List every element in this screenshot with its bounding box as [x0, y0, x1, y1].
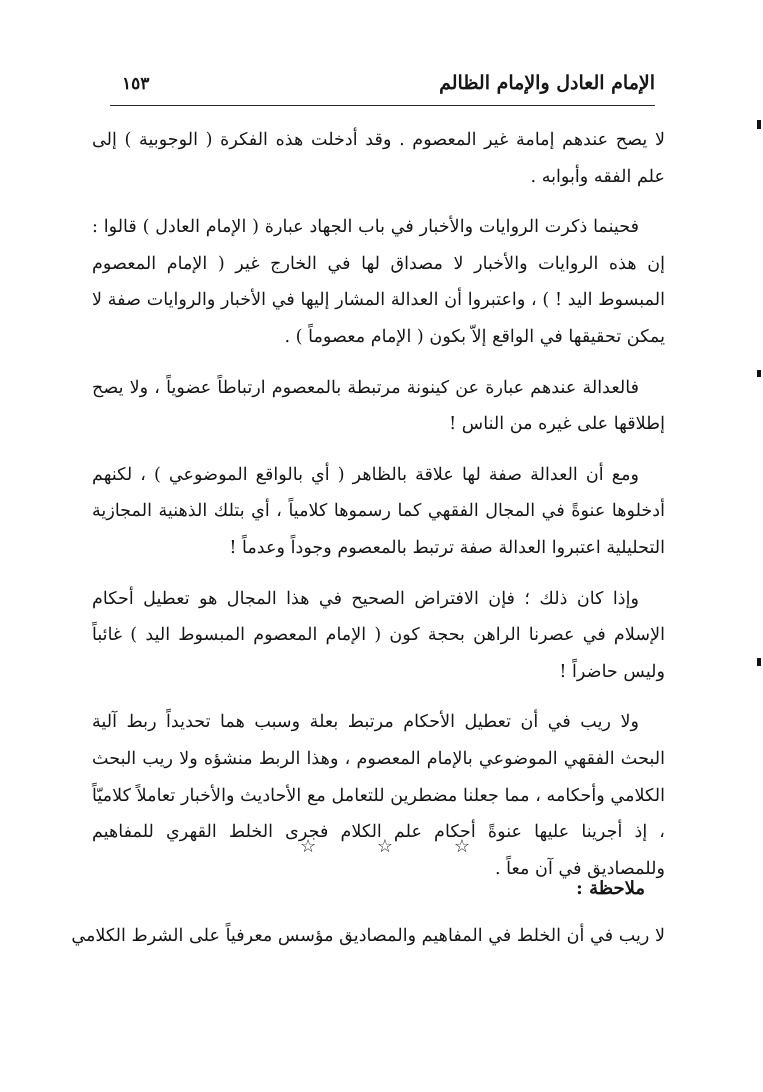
- note-text: لا ريب في أن الخلط في المفاهيم والمصاديق مؤسس معرفياً على الشرط الكلامي: [71, 926, 665, 946]
- star-icon: ☆: [453, 836, 470, 857]
- header-rule: [110, 105, 655, 106]
- paragraph: وإذا كان ذلك ؛ فإن الافتراض الصحيح في هذا المجال هو تعطيل أحكام الإسلام في عصرنا الراهن بحجة كون ( الإمام المعصوم المبسوط اليد ) غائباً وليس حاضراً !: [92, 588, 665, 682]
- paragraph: ولا ريب في أن تعطيل الأحكام مرتبط بعلة وسبب هما تحديداً ربط آلية البحث الفقهي الموضوعي بالإمام المعصوم ، وهذا الربط منشؤه ولا ريب البحث الكلامي وأحكامه ، مما جعلنا مضطرين للتعامل مع الأحاديث والأخبار تعاملاً كلاميّاً ، إذ أجرينا عليها عنوةً أحكام علم الكلام فجرى الخلط القهري للمفاهيم وللمصاديق في آن معاً .: [92, 712, 665, 879]
- paragraph: فالعدالة عندهم عبارة عن كينونة مرتبطة بالمعصوم ارتباطاً عضوياً ، ولا يصح إطلاقها على غيره من الناس !: [92, 377, 665, 435]
- margin-mark: [757, 370, 761, 377]
- page-number: ١٥٣: [122, 74, 150, 94]
- paragraph: لا يصح عندهم إمامة غير المعصوم . وقد أدخلت هذه الفكرة ( الوجوبية ) إلى علم الفقه وأبوابه .: [92, 130, 665, 187]
- running-title: الإمام العادل والإمام الظالم: [439, 72, 655, 94]
- paragraph: فحينما ذكرت الروايات والأخبار في باب الجهاد عبارة ( الإمام العادل ) قالوا : إن هذه الروايات والأخبار لا مصداق لها في الخارج غير ( الإمام المعصوم المبسوط اليد ! ) ، واعتبروا أن العدالة المشار إليها في الأخبار والروايات صفة لا يمكن تحقيقها في الواقع إلاّ بكون ( الإمام معصوماً ) .: [92, 217, 665, 347]
- paragraph: ومع أن العدالة صفة لها علاقة بالظاهر ( أي بالواقع الموضوعي ) ، لكنهم أدخلوها عنوةً في المجال الفقهي كما رسموها كلامياً ، أي بتلك الذهنية المجازية التحليلية اعتبروا العدالة صفة ترتبط بالمعصوم وجوداً وعدماً !: [92, 464, 665, 558]
- margin-mark: [757, 658, 761, 666]
- section-separator: [300, 836, 470, 857]
- star-icon: ☆: [300, 836, 317, 857]
- star-icon: ☆: [376, 836, 394, 857]
- body-text: [92, 122, 665, 901]
- page-header: [110, 68, 655, 104]
- note-label: ملاحظة :: [576, 878, 645, 899]
- margin-mark: [757, 120, 761, 129]
